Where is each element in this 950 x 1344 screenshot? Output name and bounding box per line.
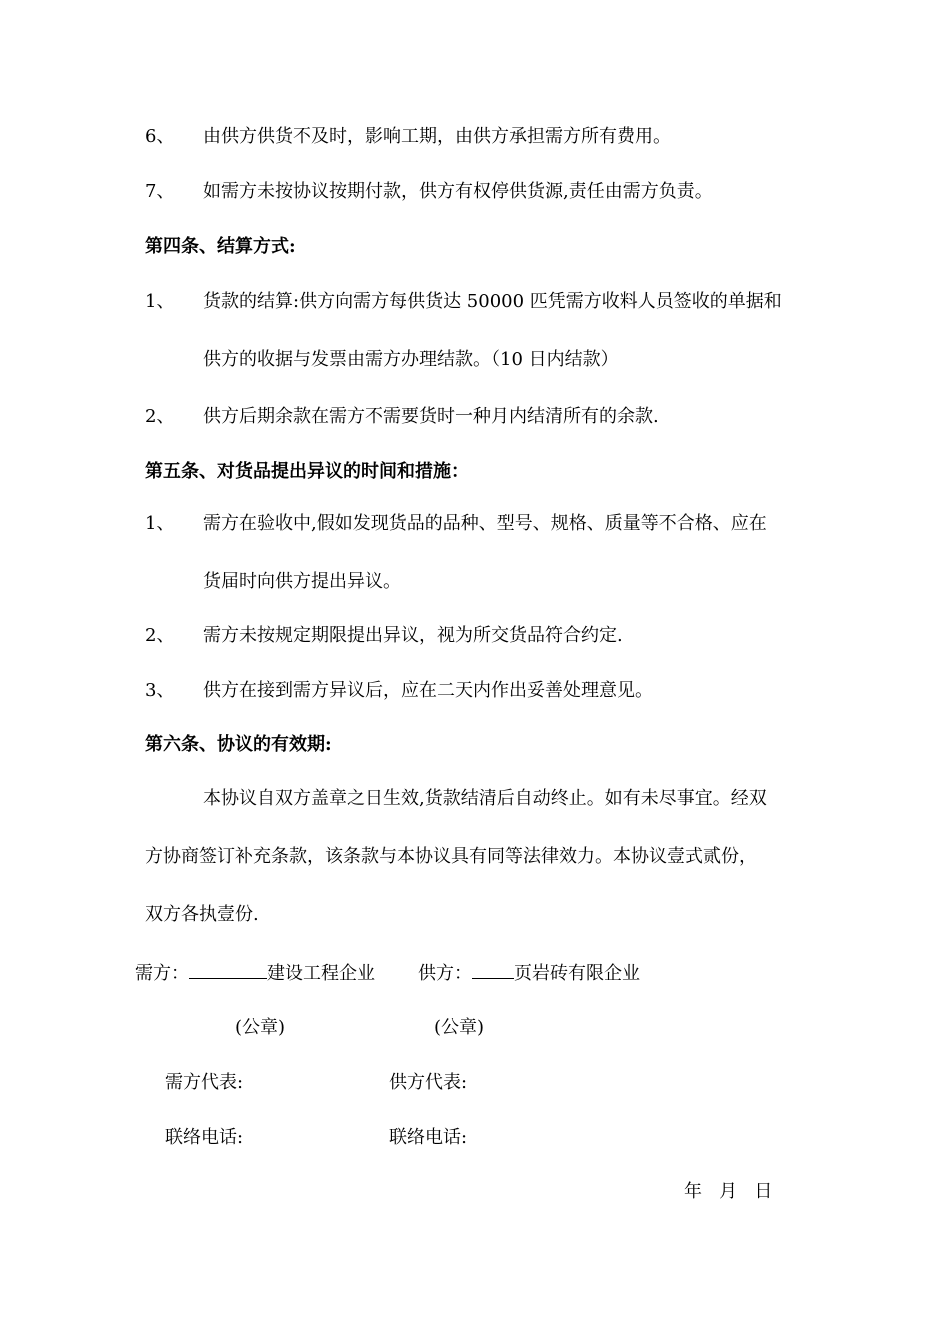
item-number: 3、 bbox=[145, 680, 175, 701]
item-number: 1、 bbox=[145, 291, 175, 312]
seller-underline bbox=[472, 960, 514, 979]
buyer-label: 需方： bbox=[135, 963, 189, 984]
item-text: 供方的收据与发票由需方办理结款。（10 日内结款） bbox=[203, 349, 619, 370]
section5-heading: 第五条、对货品提出异议的时间和措施： bbox=[145, 461, 469, 482]
item-number: 7、 bbox=[145, 181, 175, 202]
seller-name: 页岩砖有限企业 bbox=[514, 963, 640, 984]
section6-heading: 第六条、协议的有效期: bbox=[145, 734, 332, 755]
seller-line bbox=[418, 960, 640, 986]
seller-representative: 供方代表: bbox=[389, 1072, 468, 1093]
seller-label: 供方： bbox=[418, 963, 472, 984]
paragraph-line: 双方各执壹份. bbox=[145, 904, 259, 925]
item-text: 货届时向供方提出异议。 bbox=[203, 571, 401, 592]
buyer-representative: 需方代表: bbox=[165, 1072, 244, 1093]
buyer-seal: (公章) bbox=[235, 1017, 286, 1038]
item-text: 需方未按规定期限提出异议，视为所交货品符合约定. bbox=[203, 625, 623, 646]
buyer-name: 建设工程企业 bbox=[267, 963, 375, 984]
seller-seal: (公章) bbox=[434, 1017, 485, 1038]
section4-heading: 第四条、结算方式: bbox=[145, 236, 296, 257]
buyer-line bbox=[135, 960, 375, 986]
item-text: 货款的结算:供方向需方每供货达 50000 匹凭需方收料人员签收的单据和 bbox=[203, 291, 782, 312]
item-text: 供方在接到需方异议后，应在二天内作出妥善处理意见。 bbox=[203, 680, 653, 701]
item-text: 如需方未按协议按期付款，供方有权停供货源,责任由需方负责。 bbox=[203, 181, 713, 202]
buyer-phone: 联络电话: bbox=[165, 1127, 244, 1148]
item-number: 2、 bbox=[145, 625, 175, 646]
signing-date: 年 月 日 bbox=[684, 1181, 773, 1202]
buyer-underline bbox=[189, 960, 267, 979]
item-text: 由供方供货不及时，影响工期，由供方承担需方所有费用。 bbox=[203, 126, 671, 147]
item-number: 6、 bbox=[145, 126, 175, 147]
item-text: 需方在验收中,假如发现货品的品种、型号、规格、质量等不合格、应在 bbox=[203, 513, 767, 534]
item-number: 1、 bbox=[145, 513, 175, 534]
paragraph-line: 方协商签订补充条款，该条款与本协议具有同等法律效力。本协议壹式贰份， bbox=[145, 846, 757, 867]
seller-phone: 联络电话: bbox=[389, 1127, 468, 1148]
item-number: 2、 bbox=[145, 406, 175, 427]
item-text: 供方后期余款在需方不需要货时一种月内结清所有的余款. bbox=[203, 406, 659, 427]
paragraph-line: 本协议自双方盖章之日生效,货款结清后自动终止。如有未尽事宜。经双 bbox=[203, 788, 767, 809]
